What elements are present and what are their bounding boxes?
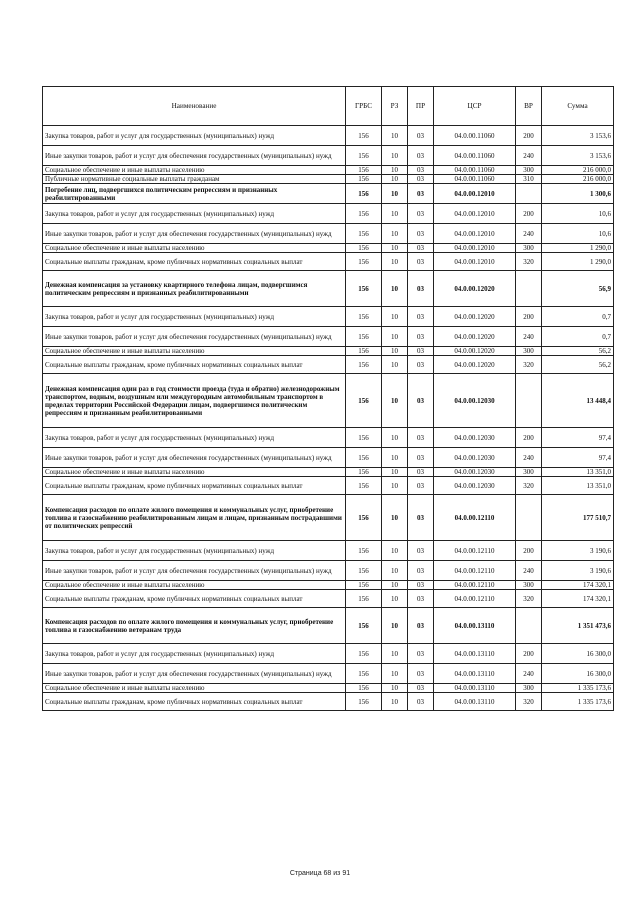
- cell-name: Иные закупки товаров, работ и услуг для обеспечения государственных (муниципальных) нужд: [43, 561, 346, 581]
- cell-name: Закупка товаров, работ и услуг для государственных (муниципальных) нужд: [43, 428, 346, 448]
- cell-pr: 03: [408, 477, 434, 495]
- table-row: [43, 307, 614, 327]
- cell-grbs: 156: [346, 374, 382, 428]
- cell-rz: 10: [382, 175, 408, 184]
- table-row: [43, 244, 614, 253]
- table-row: [43, 684, 614, 693]
- cell-rz: 10: [382, 224, 408, 244]
- cell-pr: 03: [408, 271, 434, 307]
- cell-name: Социальное обеспечение и иные выплаты населению: [43, 684, 346, 693]
- cell-grbs: 156: [346, 184, 382, 204]
- cell-rz: 10: [382, 347, 408, 356]
- cell-csr: 04.0.00.12110: [434, 561, 516, 581]
- cell-sum: 3 153,6: [542, 146, 614, 166]
- table-row: [43, 356, 614, 374]
- cell-vr: [516, 271, 542, 307]
- cell-rz: 10: [382, 244, 408, 253]
- cell-name: Иные закупки товаров, работ и услуг для обеспечения государственных (муниципальных) нужд: [43, 448, 346, 468]
- cell-grbs: 156: [346, 428, 382, 448]
- cell-name: Социальные выплаты гражданам, кроме публичных нормативных социальных выплат: [43, 356, 346, 374]
- cell-sum: 1 335 173,6: [542, 684, 614, 693]
- cell-pr: 03: [408, 224, 434, 244]
- cell-vr: 300: [516, 166, 542, 175]
- table-row: [43, 608, 614, 644]
- cell-name: Социальное обеспечение и иные выплаты населению: [43, 347, 346, 356]
- table-row: [43, 664, 614, 684]
- cell-vr: 200: [516, 126, 542, 146]
- cell-vr: 200: [516, 204, 542, 224]
- cell-grbs: 156: [346, 590, 382, 608]
- cell-pr: 03: [408, 590, 434, 608]
- cell-name: Иные закупки товаров, работ и услуг для обеспечения государственных (муниципальных) нужд: [43, 224, 346, 244]
- cell-pr: 03: [408, 126, 434, 146]
- cell-rz: 10: [382, 204, 408, 224]
- cell-sum: 216 000,0: [542, 175, 614, 184]
- cell-name: Публичные нормативные социальные выплаты гражданам: [43, 175, 346, 184]
- cell-pr: 03: [408, 448, 434, 468]
- cell-vr: 240: [516, 146, 542, 166]
- cell-grbs: 156: [346, 204, 382, 224]
- cell-csr: 04.0.00.13110: [434, 664, 516, 684]
- cell-sum: 1 300,6: [542, 184, 614, 204]
- cell-sum: 56,9: [542, 271, 614, 307]
- cell-rz: 10: [382, 166, 408, 175]
- cell-sum: 10,6: [542, 204, 614, 224]
- table-body: [43, 126, 614, 711]
- cell-grbs: 156: [346, 448, 382, 468]
- cell-grbs: 156: [346, 495, 382, 541]
- cell-vr: 300: [516, 684, 542, 693]
- cell-grbs: 156: [346, 644, 382, 664]
- table-row: [43, 224, 614, 244]
- cell-vr: 200: [516, 428, 542, 448]
- cell-grbs: 156: [346, 166, 382, 175]
- cell-vr: 300: [516, 244, 542, 253]
- cell-pr: 03: [408, 541, 434, 561]
- cell-grbs: 156: [346, 224, 382, 244]
- cell-sum: 1 290,0: [542, 244, 614, 253]
- cell-pr: 03: [408, 684, 434, 693]
- cell-csr: 04.0.00.13110: [434, 684, 516, 693]
- cell-pr: 03: [408, 347, 434, 356]
- table-row: [43, 644, 614, 664]
- cell-name: Социальное обеспечение и иные выплаты населению: [43, 581, 346, 590]
- cell-pr: 03: [408, 356, 434, 374]
- table-row: [43, 166, 614, 175]
- cell-sum: 216 000,0: [542, 166, 614, 175]
- cell-vr: 300: [516, 581, 542, 590]
- cell-grbs: 156: [346, 664, 382, 684]
- page-number: Страница 68 из 91: [289, 870, 351, 877]
- cell-pr: 03: [408, 495, 434, 541]
- cell-rz: 10: [382, 126, 408, 146]
- cell-grbs: 156: [346, 477, 382, 495]
- table-row: [43, 374, 614, 428]
- cell-rz: 10: [382, 590, 408, 608]
- cell-vr: 310: [516, 175, 542, 184]
- cell-rz: 10: [382, 271, 408, 307]
- cell-sum: 97,4: [542, 428, 614, 448]
- cell-pr: 03: [408, 608, 434, 644]
- table-row: [43, 561, 614, 581]
- cell-rz: 10: [382, 146, 408, 166]
- cell-pr: 03: [408, 428, 434, 448]
- cell-name: Закупка товаров, работ и услуг для государственных (муниципальных) нужд: [43, 541, 346, 561]
- cell-pr: 03: [408, 327, 434, 347]
- cell-grbs: 156: [346, 693, 382, 711]
- cell-rz: 10: [382, 608, 408, 644]
- cell-rz: 10: [382, 561, 408, 581]
- cell-csr: 04.0.00.12020: [434, 356, 516, 374]
- cell-csr: 04.0.00.13110: [434, 644, 516, 664]
- cell-vr: 200: [516, 541, 542, 561]
- cell-sum: 174 320,1: [542, 590, 614, 608]
- cell-name: Социальное обеспечение и иные выплаты населению: [43, 166, 346, 175]
- header-vr: ВР: [516, 87, 542, 126]
- cell-sum: 3 153,6: [542, 126, 614, 146]
- cell-rz: 10: [382, 644, 408, 664]
- cell-rz: 10: [382, 581, 408, 590]
- cell-name: Закупка товаров, работ и услуг для государственных (муниципальных) нужд: [43, 204, 346, 224]
- table-row: [43, 347, 614, 356]
- table-row: [43, 271, 614, 307]
- cell-rz: 10: [382, 495, 408, 541]
- cell-rz: 10: [382, 541, 408, 561]
- cell-vr: [516, 374, 542, 428]
- cell-rz: 10: [382, 356, 408, 374]
- cell-vr: 300: [516, 347, 542, 356]
- cell-vr: [516, 495, 542, 541]
- cell-grbs: 156: [346, 327, 382, 347]
- cell-name: Иные закупки товаров, работ и услуг для обеспечения государственных (муниципальных) нужд: [43, 664, 346, 684]
- cell-pr: 03: [408, 244, 434, 253]
- cell-name: Закупка товаров, работ и услуг для государственных (муниципальных) нужд: [43, 126, 346, 146]
- cell-pr: 03: [408, 468, 434, 477]
- cell-vr: 240: [516, 224, 542, 244]
- cell-name: Социальные выплаты гражданам, кроме публичных нормативных социальных выплат: [43, 253, 346, 271]
- cell-csr: 04.0.00.11060: [434, 175, 516, 184]
- cell-csr: 04.0.00.12030: [434, 374, 516, 428]
- cell-rz: 10: [382, 684, 408, 693]
- cell-pr: 03: [408, 204, 434, 224]
- cell-name: Погребение лиц, подвергшихся политическим репрессиям и признанных реабилитированными: [43, 184, 346, 204]
- header-grbs: ГРБС: [346, 87, 382, 126]
- cell-vr: [516, 184, 542, 204]
- cell-vr: 320: [516, 693, 542, 711]
- cell-rz: 10: [382, 693, 408, 711]
- cell-pr: 03: [408, 644, 434, 664]
- table-row: [43, 581, 614, 590]
- cell-grbs: 156: [346, 581, 382, 590]
- cell-name: Иные закупки товаров, работ и услуг для обеспечения государственных (муниципальных) нужд: [43, 327, 346, 347]
- cell-grbs: 156: [346, 146, 382, 166]
- cell-grbs: 156: [346, 356, 382, 374]
- cell-vr: 240: [516, 561, 542, 581]
- cell-sum: 1 351 473,6: [542, 608, 614, 644]
- cell-rz: 10: [382, 664, 408, 684]
- cell-pr: 03: [408, 166, 434, 175]
- cell-grbs: 156: [346, 244, 382, 253]
- cell-rz: 10: [382, 477, 408, 495]
- table-row: [43, 693, 614, 711]
- header-rz: РЗ: [382, 87, 408, 126]
- cell-pr: 03: [408, 374, 434, 428]
- cell-grbs: 156: [346, 347, 382, 356]
- cell-name: Денежная компенсация за установку квартирного телефона лицам, подвергшимся политическим репрессиям и признанных реабилитированными: [43, 271, 346, 307]
- cell-vr: [516, 608, 542, 644]
- cell-grbs: 156: [346, 608, 382, 644]
- cell-name: Закупка товаров, работ и услуг для государственных (муниципальных) нужд: [43, 307, 346, 327]
- cell-pr: 03: [408, 184, 434, 204]
- cell-csr: 04.0.00.12030: [434, 477, 516, 495]
- table-row: [43, 477, 614, 495]
- table-row: [43, 468, 614, 477]
- cell-rz: 10: [382, 448, 408, 468]
- cell-name: Социальные выплаты гражданам, кроме публичных нормативных социальных выплат: [43, 477, 346, 495]
- cell-pr: 03: [408, 307, 434, 327]
- cell-grbs: 156: [346, 468, 382, 477]
- cell-sum: 56,2: [542, 347, 614, 356]
- cell-rz: 10: [382, 327, 408, 347]
- cell-sum: 0,7: [542, 307, 614, 327]
- cell-name: Социальное обеспечение и иные выплаты населению: [43, 244, 346, 253]
- cell-csr: 04.0.00.11060: [434, 166, 516, 175]
- cell-grbs: 156: [346, 684, 382, 693]
- cell-csr: 04.0.00.11060: [434, 126, 516, 146]
- cell-csr: 04.0.00.12030: [434, 468, 516, 477]
- cell-sum: 3 190,6: [542, 561, 614, 581]
- cell-vr: 300: [516, 468, 542, 477]
- cell-vr: 320: [516, 477, 542, 495]
- cell-grbs: 156: [346, 307, 382, 327]
- cell-csr: 04.0.00.12010: [434, 224, 516, 244]
- cell-name: Социальное обеспечение и иные выплаты населению: [43, 468, 346, 477]
- cell-grbs: 156: [346, 271, 382, 307]
- table-row: [43, 175, 614, 184]
- cell-grbs: 156: [346, 541, 382, 561]
- cell-pr: 03: [408, 253, 434, 271]
- table-row: [43, 204, 614, 224]
- header-name: Наименование: [43, 87, 346, 126]
- cell-rz: 10: [382, 253, 408, 271]
- cell-csr: 04.0.00.12110: [434, 590, 516, 608]
- cell-grbs: 156: [346, 126, 382, 146]
- cell-vr: 200: [516, 307, 542, 327]
- cell-rz: 10: [382, 374, 408, 428]
- table-row: [43, 590, 614, 608]
- cell-name: Закупка товаров, работ и услуг для государственных (муниципальных) нужд: [43, 644, 346, 664]
- table-row: [43, 541, 614, 561]
- table-row: [43, 184, 614, 204]
- cell-csr: 04.0.00.12030: [434, 448, 516, 468]
- cell-pr: 03: [408, 561, 434, 581]
- cell-csr: 04.0.00.11060: [434, 146, 516, 166]
- cell-vr: 320: [516, 253, 542, 271]
- cell-sum: 13 351,0: [542, 468, 614, 477]
- cell-pr: 03: [408, 146, 434, 166]
- cell-sum: 16 300,0: [542, 664, 614, 684]
- cell-sum: 13 448,4: [542, 374, 614, 428]
- cell-vr: 320: [516, 590, 542, 608]
- header-sum: Сумма: [542, 87, 614, 126]
- cell-sum: 13 351,0: [542, 477, 614, 495]
- table-header-row: [43, 87, 614, 126]
- cell-vr: 240: [516, 664, 542, 684]
- cell-sum: 16 300,0: [542, 644, 614, 664]
- cell-name: Компенсация расходов по оплате жилого помещения и коммунальных услуг, приобретение топлива и газоснабжению реабилитированным лицам и лицам, признанным пострадавшими от политических репрессий: [43, 495, 346, 541]
- cell-csr: 04.0.00.12010: [434, 253, 516, 271]
- cell-rz: 10: [382, 468, 408, 477]
- cell-pr: 03: [408, 175, 434, 184]
- cell-csr: 04.0.00.12010: [434, 184, 516, 204]
- cell-csr: 04.0.00.12110: [434, 495, 516, 541]
- cell-sum: 1 290,0: [542, 253, 614, 271]
- table-row: [43, 126, 614, 146]
- cell-name: Социальные выплаты гражданам, кроме публичных нормативных социальных выплат: [43, 590, 346, 608]
- cell-rz: 10: [382, 307, 408, 327]
- cell-pr: 03: [408, 693, 434, 711]
- cell-sum: 3 190,6: [542, 541, 614, 561]
- cell-pr: 03: [408, 664, 434, 684]
- cell-csr: 04.0.00.12020: [434, 347, 516, 356]
- cell-grbs: 156: [346, 253, 382, 271]
- cell-name: Иные закупки товаров, работ и услуг для обеспечения государственных (муниципальных) нужд: [43, 146, 346, 166]
- cell-sum: 97,4: [542, 448, 614, 468]
- cell-csr: 04.0.00.12020: [434, 327, 516, 347]
- cell-csr: 04.0.00.12010: [434, 204, 516, 224]
- cell-pr: 03: [408, 581, 434, 590]
- cell-grbs: 156: [346, 561, 382, 581]
- cell-vr: 320: [516, 356, 542, 374]
- cell-rz: 10: [382, 184, 408, 204]
- cell-vr: 240: [516, 327, 542, 347]
- table-row: [43, 428, 614, 448]
- cell-sum: 56,2: [542, 356, 614, 374]
- table-row: [43, 448, 614, 468]
- table-row: [43, 146, 614, 166]
- cell-name: Денежная компенсация один раз в год стоимости проезда (туда и обратно) железнодорожным транспортом, водным, воздушным или междугородным автомобильным транспортом в пределах территории Российской Федерации лицам, подвергшимся политическим репрессиям и признанным реабилитированными: [43, 374, 346, 428]
- cell-sum: 177 510,7: [542, 495, 614, 541]
- budget-table: [42, 86, 614, 711]
- cell-sum: 0,7: [542, 327, 614, 347]
- cell-grbs: 156: [346, 175, 382, 184]
- table-row: [43, 327, 614, 347]
- cell-csr: 04.0.00.12010: [434, 244, 516, 253]
- cell-sum: 174 320,1: [542, 581, 614, 590]
- cell-sum: 10,6: [542, 224, 614, 244]
- cell-csr: 04.0.00.12020: [434, 307, 516, 327]
- cell-vr: 200: [516, 644, 542, 664]
- header-pr: ПР: [408, 87, 434, 126]
- cell-csr: 04.0.00.12030: [434, 428, 516, 448]
- cell-name: Компенсация расходов по оплате жилого помещения и коммунальных услуг, приобретение топлива и газоснабжению ветеранам труда: [43, 608, 346, 644]
- cell-csr: 04.0.00.12110: [434, 581, 516, 590]
- cell-csr: 04.0.00.13110: [434, 608, 516, 644]
- cell-sum: 1 335 173,6: [542, 693, 614, 711]
- cell-csr: 04.0.00.13110: [434, 693, 516, 711]
- cell-vr: 240: [516, 448, 542, 468]
- cell-name: Социальные выплаты гражданам, кроме публичных нормативных социальных выплат: [43, 693, 346, 711]
- table-row: [43, 495, 614, 541]
- cell-csr: 04.0.00.12020: [434, 271, 516, 307]
- cell-rz: 10: [382, 428, 408, 448]
- table-row: [43, 253, 614, 271]
- header-csr: ЦСР: [434, 87, 516, 126]
- cell-csr: 04.0.00.12110: [434, 541, 516, 561]
